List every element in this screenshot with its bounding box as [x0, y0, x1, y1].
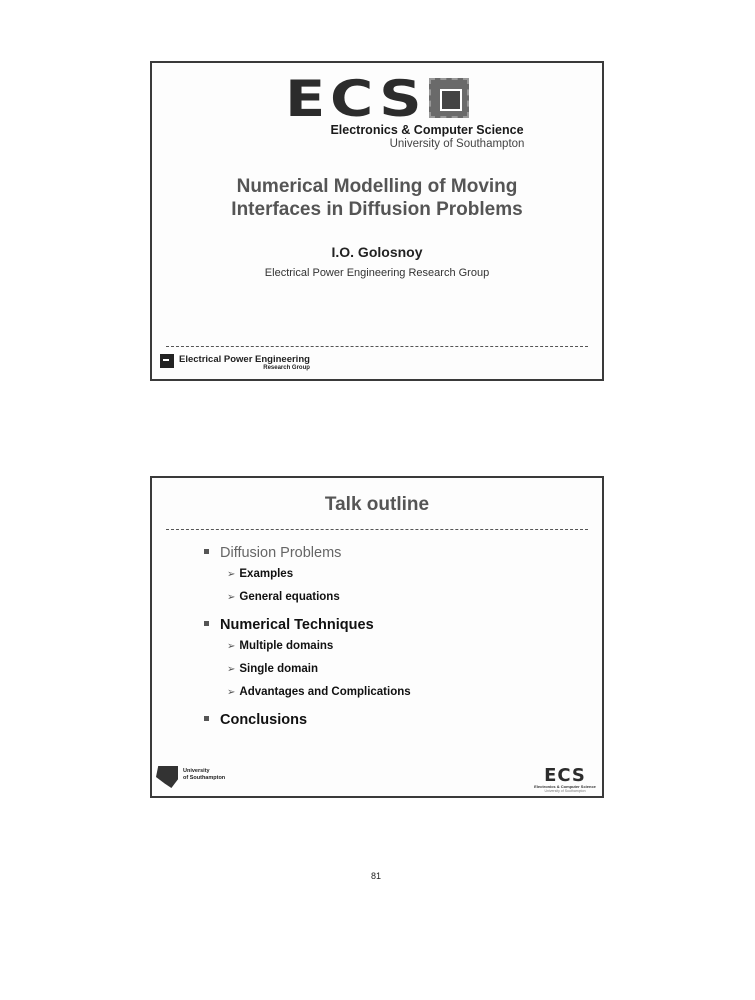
- uos-line2: of Southampton: [183, 775, 226, 781]
- arrow-bullet-icon: ➢: [227, 641, 236, 652]
- arrow-bullet-icon: ➢: [227, 687, 236, 698]
- dolphin-icon: [156, 766, 178, 788]
- arrow-bullet-icon: ➢: [227, 592, 236, 603]
- university-logo: [156, 766, 225, 788]
- ecs-small-letters: ECS: [544, 765, 586, 786]
- ecs-logo: [285, 70, 475, 128]
- outline-slide: [150, 476, 604, 798]
- outline-subitem-label: Examples: [239, 568, 294, 580]
- ecs-department: Electronics & Computer Science: [330, 123, 524, 137]
- outline-subitem-label: Multiple domains: [239, 640, 334, 652]
- ecs-logo-small: [531, 765, 599, 793]
- page-number: 81: [371, 871, 382, 881]
- title-line-1: Numerical Modelling of Moving: [236, 176, 518, 197]
- research-group: Electrical Power Engineering Research Group: [264, 267, 490, 279]
- outline-subitem-label: Single domain: [239, 663, 318, 675]
- outline-subitem: [202, 685, 411, 700]
- epe-logo: [160, 354, 310, 372]
- ecs-institution: University of Southampton: [389, 138, 525, 150]
- divider: [166, 346, 588, 347]
- outline-subitem: [202, 662, 411, 677]
- outline-subitem: [202, 590, 411, 605]
- title-line-2: Interfaces in Diffusion Problems: [231, 199, 523, 220]
- outline-subitem-label: General equations: [239, 591, 340, 603]
- ecs-logo-letters: ECS: [285, 70, 427, 128]
- outline-list: [202, 544, 411, 729]
- arrow-bullet-icon: ➢: [227, 664, 236, 675]
- outline-subitem: [202, 639, 411, 654]
- divider: [166, 529, 588, 530]
- plug-icon: [160, 354, 174, 368]
- outline-item: Conclusions: [202, 711, 411, 729]
- outline-subitem-label: Advantages and Complications: [239, 686, 411, 698]
- ecs-small-line1: Electronics & Computer Science: [534, 784, 596, 789]
- epe-logo-line1: Electrical Power Engineering: [179, 354, 310, 365]
- title-slide: [150, 61, 604, 381]
- outline-item: Diffusion Problems: [202, 544, 411, 562]
- slide-title: Talk outline: [324, 494, 430, 515]
- epe-logo-line2: Research Group: [263, 365, 310, 371]
- uos-line1: University: [183, 768, 210, 774]
- arrow-bullet-icon: ➢: [227, 569, 236, 580]
- author: I.O. Golosnoy: [331, 244, 423, 260]
- chip-icon: [429, 78, 469, 118]
- ecs-small-line2: University of Southampton: [544, 789, 586, 793]
- outline-subitem: [202, 567, 411, 582]
- outline-item: Numerical Techniques: [202, 616, 411, 634]
- presentation-title: [152, 175, 602, 221]
